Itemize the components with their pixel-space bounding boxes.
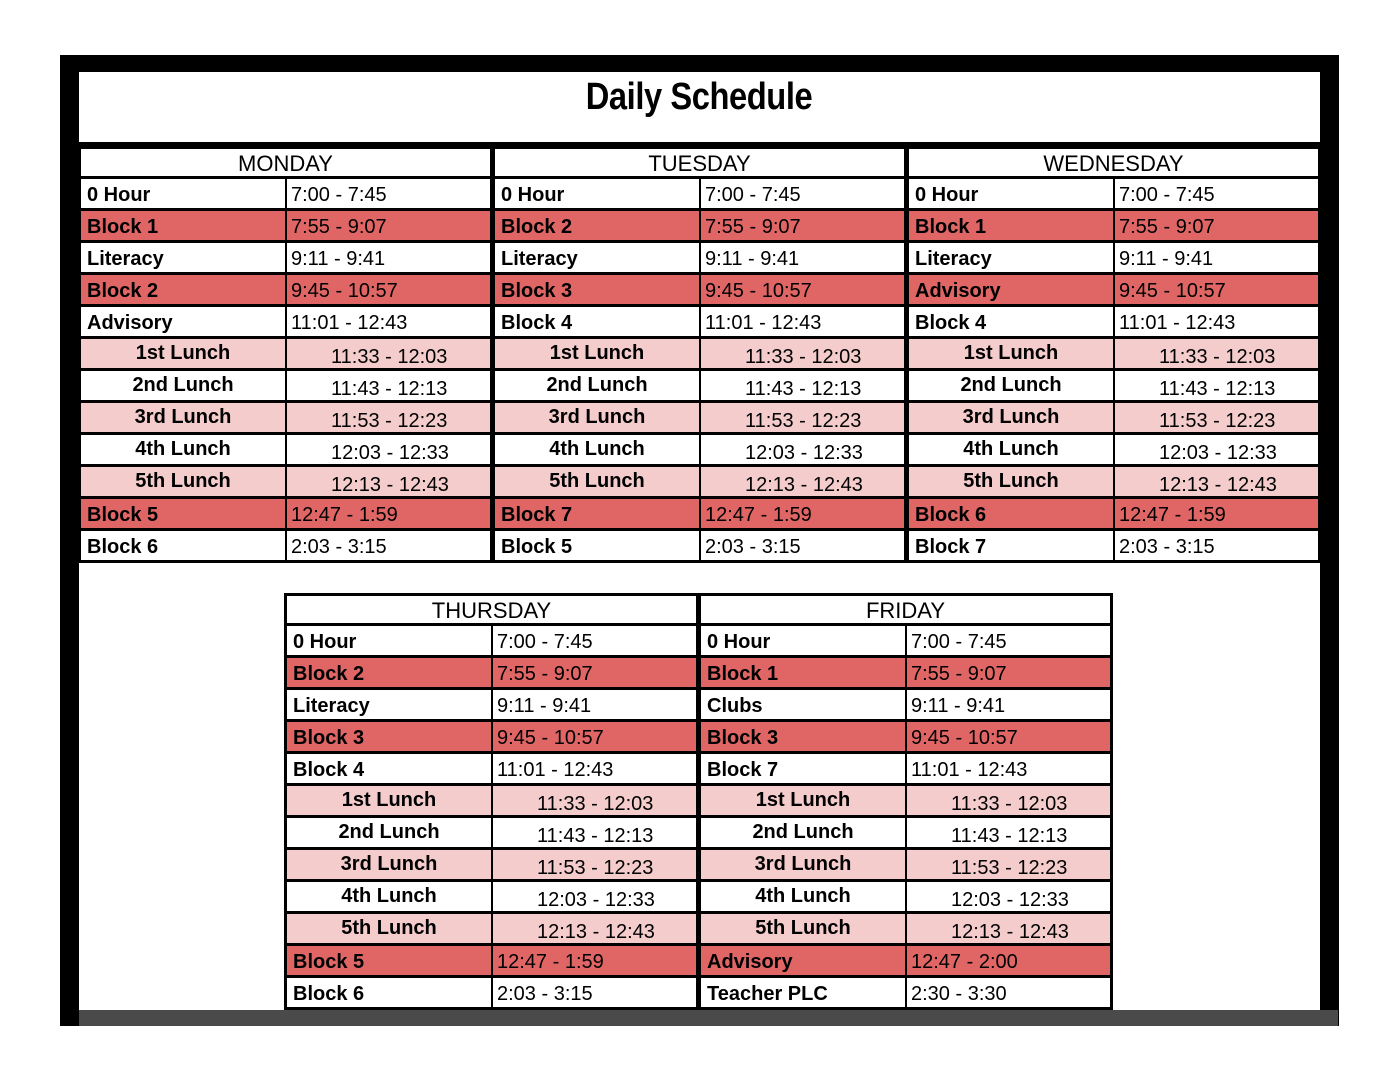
period-time: 7:00 - 7:45: [287, 179, 490, 208]
schedule-row: [287, 818, 696, 847]
period-label: Block 7: [495, 499, 699, 528]
schedule-row: [287, 722, 696, 751]
schedule-row: [81, 499, 490, 528]
schedule-row: [495, 499, 904, 528]
period-time: 7:55 - 9:07: [287, 211, 490, 240]
period-label: 1st Lunch: [909, 339, 1113, 368]
schedule-row: [81, 339, 490, 368]
period-time: 11:53 - 12:23: [1115, 403, 1318, 432]
schedule-row: [81, 275, 490, 304]
schedule-row: [701, 626, 1110, 655]
period-label: 3rd Lunch: [287, 850, 491, 879]
period-label: 2nd Lunch: [287, 818, 491, 847]
period-time: 2:03 - 3:15: [287, 531, 490, 560]
period-time: 7:00 - 7:45: [701, 179, 904, 208]
period-time: 2:30 - 3:30: [907, 978, 1110, 1007]
period-time: 12:03 - 12:33: [701, 435, 904, 464]
period-time: 7:00 - 7:45: [493, 626, 696, 655]
schedule-row: [701, 818, 1110, 847]
period-time: 11:33 - 12:03: [1115, 339, 1318, 368]
period-label: Block 5: [287, 946, 491, 975]
period-time: 12:13 - 12:43: [701, 467, 904, 496]
period-label: Block 3: [495, 275, 699, 304]
period-time: 11:53 - 12:23: [907, 850, 1110, 879]
period-label: Block 7: [909, 531, 1113, 560]
period-label: 0 Hour: [495, 179, 699, 208]
schedule-row: [495, 531, 904, 560]
period-label: Block 5: [495, 531, 699, 560]
period-label: 2nd Lunch: [909, 371, 1113, 400]
period-label: Block 1: [81, 211, 285, 240]
period-time: 9:11 - 9:41: [1115, 243, 1318, 272]
schedule-row: [909, 307, 1318, 336]
schedule-row: [495, 179, 904, 208]
schedule-row: [287, 658, 696, 687]
bottom-bar: [79, 1010, 1338, 1026]
period-time: 11:33 - 12:03: [287, 339, 490, 368]
period-label: 2nd Lunch: [495, 371, 699, 400]
period-time: 11:53 - 12:23: [493, 850, 696, 879]
schedule-row: [81, 243, 490, 272]
schedule-row: [495, 275, 904, 304]
period-label: Block 4: [909, 307, 1113, 336]
schedule-row: [701, 722, 1110, 751]
schedule-row: [495, 211, 904, 240]
period-time: 9:11 - 9:41: [287, 243, 490, 272]
schedule-row: [81, 435, 490, 464]
period-time: 7:55 - 9:07: [1115, 211, 1318, 240]
period-label: 4th Lunch: [287, 882, 491, 911]
schedule-row: [701, 978, 1110, 1007]
schedule-row: [909, 243, 1318, 272]
period-time: 11:53 - 12:23: [701, 403, 904, 432]
period-label: Block 7: [701, 754, 905, 783]
schedule-row: [287, 978, 696, 1007]
period-label: 5th Lunch: [495, 467, 699, 496]
schedule-row: [495, 243, 904, 272]
schedule-row: [909, 211, 1318, 240]
schedule-row: [81, 531, 490, 560]
period-time: 12:47 - 1:59: [287, 499, 490, 528]
period-label: Block 2: [287, 658, 491, 687]
schedule-row: [81, 371, 490, 400]
schedule-row: [909, 499, 1318, 528]
period-time: 2:03 - 3:15: [701, 531, 904, 560]
schedule-row: [701, 882, 1110, 911]
period-time: 11:01 - 12:43: [287, 307, 490, 336]
period-label: Literacy: [81, 243, 285, 272]
period-label: 0 Hour: [701, 626, 905, 655]
period-time: 11:43 - 12:13: [701, 371, 904, 400]
period-label: 3rd Lunch: [81, 403, 285, 432]
period-time: 12:13 - 12:43: [493, 914, 696, 943]
day-heading: FRIDAY: [701, 596, 1110, 623]
period-label: 5th Lunch: [287, 914, 491, 943]
schedule-row: [909, 179, 1318, 208]
schedule-row: [909, 467, 1318, 496]
schedule-row: [495, 371, 904, 400]
period-time: 11:53 - 12:23: [287, 403, 490, 432]
schedule-row: [909, 371, 1318, 400]
period-time: 9:45 - 10:57: [493, 722, 696, 751]
period-time: 11:43 - 12:13: [493, 818, 696, 847]
period-time: 7:00 - 7:45: [907, 626, 1110, 655]
period-time: 12:03 - 12:33: [907, 882, 1110, 911]
period-time: 12:03 - 12:33: [493, 882, 696, 911]
period-label: 4th Lunch: [81, 435, 285, 464]
period-time: 11:01 - 12:43: [493, 754, 696, 783]
schedule-row: [495, 307, 904, 336]
period-label: Literacy: [909, 243, 1113, 272]
period-time: 12:13 - 12:43: [287, 467, 490, 496]
period-label: Block 6: [287, 978, 491, 1007]
period-label: Block 4: [287, 754, 491, 783]
period-time: 7:00 - 7:45: [1115, 179, 1318, 208]
period-label: Advisory: [909, 275, 1113, 304]
period-label: Literacy: [287, 690, 491, 719]
schedule-row: [909, 435, 1318, 464]
period-time: 12:03 - 12:33: [287, 435, 490, 464]
schedule-row: [495, 435, 904, 464]
period-label: Advisory: [701, 946, 905, 975]
schedule-row: [81, 403, 490, 432]
period-time: 12:47 - 1:59: [1115, 499, 1318, 528]
schedule-row: [495, 403, 904, 432]
schedule-row: [287, 690, 696, 719]
period-label: 0 Hour: [909, 179, 1113, 208]
schedule-row: [287, 946, 696, 975]
period-label: 1st Lunch: [495, 339, 699, 368]
period-label: 5th Lunch: [909, 467, 1113, 496]
schedule-row: [909, 531, 1318, 560]
period-label: Block 5: [81, 499, 285, 528]
period-label: 1st Lunch: [701, 786, 905, 815]
period-time: 7:55 - 9:07: [701, 211, 904, 240]
period-label: Block 2: [81, 275, 285, 304]
period-time: 9:11 - 9:41: [493, 690, 696, 719]
period-time: 11:01 - 12:43: [1115, 307, 1318, 336]
period-label: 5th Lunch: [701, 914, 905, 943]
day-table-tuesday: [492, 146, 907, 563]
schedule-row: [287, 786, 696, 815]
schedule-row: [81, 467, 490, 496]
schedule-row: [287, 754, 696, 783]
period-label: Block 1: [701, 658, 905, 687]
period-label: Clubs: [701, 690, 905, 719]
period-time: 9:11 - 9:41: [701, 243, 904, 272]
period-label: 2nd Lunch: [701, 818, 905, 847]
period-time: 7:55 - 9:07: [907, 658, 1110, 687]
period-label: 0 Hour: [81, 179, 285, 208]
period-label: 3rd Lunch: [701, 850, 905, 879]
schedule-row: [287, 850, 696, 879]
page-title: Daily Schedule: [585, 76, 813, 118]
period-time: 2:03 - 3:15: [1115, 531, 1318, 560]
period-label: Literacy: [495, 243, 699, 272]
period-time: 12:47 - 1:59: [493, 946, 696, 975]
period-label: 3rd Lunch: [909, 403, 1113, 432]
period-time: 11:01 - 12:43: [701, 307, 904, 336]
period-label: Block 1: [909, 211, 1113, 240]
period-label: 1st Lunch: [287, 786, 491, 815]
period-time: 12:03 - 12:33: [1115, 435, 1318, 464]
period-time: 12:13 - 12:43: [1115, 467, 1318, 496]
day-table-thursday: [284, 593, 699, 1010]
period-label: 0 Hour: [287, 626, 491, 655]
schedule-row: [287, 626, 696, 655]
schedule-row: [287, 882, 696, 911]
schedule-row: [909, 403, 1318, 432]
day-table-wednesday: [906, 146, 1321, 563]
schedule-row: [495, 339, 904, 368]
period-label: 1st Lunch: [81, 339, 285, 368]
period-time: 9:11 - 9:41: [907, 690, 1110, 719]
period-time: 2:03 - 3:15: [493, 978, 696, 1007]
period-label: 4th Lunch: [701, 882, 905, 911]
schedule-row: [701, 914, 1110, 943]
schedule-row: [701, 786, 1110, 815]
period-label: Block 6: [81, 531, 285, 560]
period-time: 9:45 - 10:57: [701, 275, 904, 304]
period-label: Advisory: [81, 307, 285, 336]
period-time: 11:43 - 12:13: [907, 818, 1110, 847]
period-label: 4th Lunch: [909, 435, 1113, 464]
day-table-friday: [698, 593, 1113, 1010]
schedule-row: [287, 914, 696, 943]
period-time: 9:45 - 10:57: [907, 722, 1110, 751]
period-label: 2nd Lunch: [81, 371, 285, 400]
schedule-row: [81, 179, 490, 208]
period-time: 11:43 - 12:13: [1115, 371, 1318, 400]
period-label: Block 6: [909, 499, 1113, 528]
day-heading: THURSDAY: [287, 596, 696, 623]
period-time: 9:45 - 10:57: [287, 275, 490, 304]
schedule-row: [81, 211, 490, 240]
period-time: 11:33 - 12:03: [701, 339, 904, 368]
period-label: Block 4: [495, 307, 699, 336]
period-label: 3rd Lunch: [495, 403, 699, 432]
schedule-row: [701, 690, 1110, 719]
period-time: 12:13 - 12:43: [907, 914, 1110, 943]
period-time: 7:55 - 9:07: [493, 658, 696, 687]
day-heading: MONDAY: [81, 149, 490, 176]
period-time: 11:43 - 12:13: [287, 371, 490, 400]
schedule-row: [495, 467, 904, 496]
period-time: 11:33 - 12:03: [493, 786, 696, 815]
period-time: 9:45 - 10:57: [1115, 275, 1318, 304]
period-time: 11:01 - 12:43: [907, 754, 1110, 783]
schedule-row: [701, 658, 1110, 687]
period-time: 11:33 - 12:03: [907, 786, 1110, 815]
period-label: Block 2: [495, 211, 699, 240]
day-heading: WEDNESDAY: [909, 149, 1318, 176]
period-time: 12:47 - 2:00: [907, 946, 1110, 975]
day-table-monday: [78, 146, 493, 563]
schedule-row: [701, 754, 1110, 783]
schedule-row: [909, 339, 1318, 368]
schedule-row: [81, 307, 490, 336]
schedule-row: [701, 850, 1110, 879]
period-time: 12:47 - 1:59: [701, 499, 904, 528]
period-label: Block 3: [287, 722, 491, 751]
schedule-row: [701, 946, 1110, 975]
period-label: 5th Lunch: [81, 467, 285, 496]
period-label: 4th Lunch: [495, 435, 699, 464]
period-label: Teacher PLC: [701, 978, 905, 1007]
schedule-row: [909, 275, 1318, 304]
period-label: Block 3: [701, 722, 905, 751]
day-heading: TUESDAY: [495, 149, 904, 176]
